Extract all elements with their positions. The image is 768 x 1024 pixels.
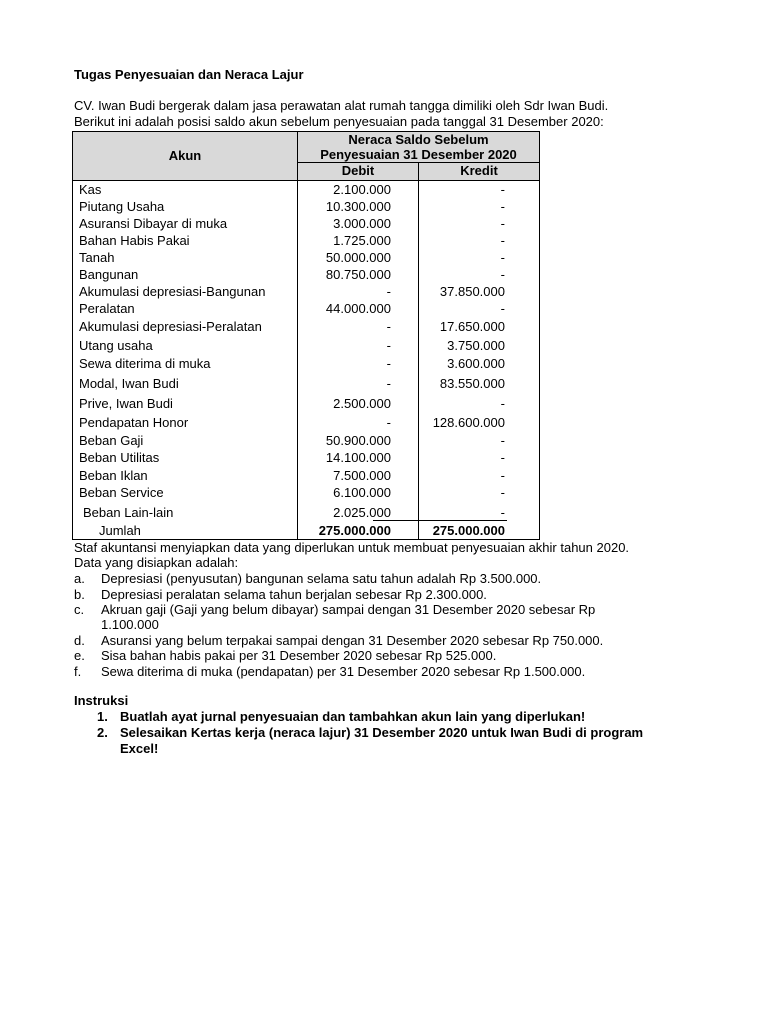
account-name: Asuransi Dibayar di muka [79,216,228,231]
account-name: Pendapatan Honor [79,415,189,430]
table-row [73,337,539,354]
account-name: Kas [79,182,102,197]
table-row [73,215,539,232]
debit-value: 2.500.000 [333,396,391,411]
kredit-value: 3.750.000 [447,338,505,353]
table-row [73,432,539,449]
kredit-value: - [500,199,505,214]
data-intro-line-2: Data yang disiapkan adalah: [74,555,239,570]
kredit-value: - [500,396,505,411]
kredit-value: - [500,267,505,282]
header-akun: Akun [168,148,202,163]
kredit-value: - [500,433,505,448]
kredit-value: 37.850.000 [439,284,505,299]
total-kredit: 275.000.000 [432,523,505,538]
debit-value: 50.900.000 [325,433,391,448]
table-row [73,318,539,335]
header-group-line-1: Neraca Saldo Sebelum [348,132,489,147]
kredit-value: - [500,450,505,465]
item-letter: c. [74,602,85,617]
item-letter: f. [74,664,82,679]
step-text: Selesaikan Kertas kerja (neraca lajur) 31 Desember 2020 untuk Iwan Budi di program [120,725,644,740]
item-text: Akruan gaji (Gaji yang belum dibayar) sampai dengan 31 Desember 2020 sebesar Rp [101,602,596,617]
table-row [73,467,539,484]
table-row [73,449,539,466]
debit-value: - [386,338,391,353]
account-name: Akumulasi depresiasi-Peralatan [79,319,262,334]
table-row [73,375,539,392]
debit-value: 1.725.000 [333,233,391,248]
step-number: 1. [97,709,108,724]
account-name: Tanah [79,250,115,265]
debit-value: - [386,319,391,334]
item-letter: e. [74,648,85,663]
debit-value: 2.025.000 [333,505,391,520]
table-row [73,266,539,283]
document-title: Tugas Penyesuaian dan Neraca Lajur [74,67,304,82]
total-row [73,522,539,539]
account-name: Beban Service [79,485,164,500]
table-row [73,283,539,300]
item-text-continued: 1.100.000 [101,617,159,632]
kredit-value: 17.650.000 [439,319,505,334]
debit-value: - [386,356,391,371]
trial-balance-table [72,131,540,540]
account-name: Beban Iklan [79,468,148,483]
table-row [73,249,539,266]
data-intro-line-1: Staf akuntansi menyiapkan data yang diperlukan untuk membuat penyesuaian akhir tahun 2020. [74,540,630,555]
kredit-value: - [500,468,505,483]
account-name: Prive, Iwan Budi [79,396,173,411]
debit-value: 50.000.000 [325,250,391,265]
kredit-value: 3.600.000 [447,356,505,371]
table-row [73,414,539,431]
debit-value: 6.100.000 [333,485,391,500]
account-name: Beban Gaji [79,433,144,448]
debit-value: 44.000.000 [325,301,391,316]
kredit-subtotal-underline [419,520,507,521]
total-label: Jumlah [99,523,141,538]
step-number: 2. [97,725,108,740]
account-name: Peralatan [79,301,135,316]
account-name: Bangunan [79,267,139,282]
kredit-value: - [500,505,505,520]
item-text: Depresiasi peralatan selama tahun berjalan sebesar Rp 2.300.000. [101,587,487,602]
table-row [73,181,539,198]
table-row [73,484,539,501]
account-name: Utang usaha [79,338,153,353]
account-name: Bahan Habis Pakai [79,233,190,248]
intro-line-1: CV. Iwan Budi bergerak dalam jasa perawatan alat rumah tangga dimiliki oleh Sdr Iwan Budi. [74,98,609,113]
debit-value: - [386,284,391,299]
debit-value: 7.500.000 [333,468,391,483]
total-debit: 275.000.000 [318,523,391,538]
debit-value: - [386,376,391,391]
kredit-value: - [500,250,505,265]
debit-value: 14.100.000 [325,450,391,465]
table-row [73,300,539,317]
item-text: Asuransi yang belum terpakai sampai dengan 31 Desember 2020 sebesar Rp 750.000. [101,633,604,648]
header-group-line-2: Penyesuaian 31 Desember 2020 [320,147,517,162]
debit-value: - [386,415,391,430]
item-letter: d. [74,633,85,648]
table-row [73,504,539,521]
kredit-value: - [500,182,505,197]
account-name: Sewa diterima di muka [79,356,211,371]
step-text-continued: Excel! [120,741,159,756]
debit-value: 10.300.000 [325,199,391,214]
header-kredit: Kredit [460,163,498,178]
kredit-value: - [500,216,505,231]
account-name: Modal, Iwan Budi [79,376,179,391]
account-name: Beban Lain-lain [83,505,174,520]
table-row [73,232,539,249]
table-row [73,198,539,215]
item-letter: a. [74,571,85,586]
intro-line-2: Berikut ini adalah posisi saldo akun sebelum penyesuaian pada tanggal 31 Desember 2020: [74,114,604,129]
kredit-value: 128.600.000 [432,415,505,430]
kredit-value: - [500,233,505,248]
kredit-value: 83.550.000 [439,376,505,391]
debit-value: 2.100.000 [333,182,391,197]
account-name: Beban Utilitas [79,450,160,465]
account-name: Akumulasi depresiasi-Bangunan [79,284,266,299]
table-row [73,395,539,412]
kredit-value: - [500,301,505,316]
debit-value: 3.000.000 [333,216,391,231]
instructions-heading: Instruksi [74,693,129,708]
step-text: Buatlah ayat jurnal penyesuaian dan tambahkan akun lain yang diperlukan! [120,709,586,724]
kredit-value: - [500,485,505,500]
debit-value: 80.750.000 [325,267,391,282]
account-name: Piutang Usaha [79,199,165,214]
item-text: Depresiasi (penyusutan) bangunan selama satu tahun adalah Rp 3.500.000. [101,571,542,586]
item-text: Sewa diterima di muka (pendapatan) per 31 Desember 2020 sebesar Rp 1.500.000. [101,664,586,679]
item-text: Sisa bahan habis pakai per 31 Desember 2020 sebesar Rp 525.000. [101,648,497,663]
header-debit: Debit [341,163,375,178]
item-letter: b. [74,587,85,602]
table-row [73,355,539,372]
